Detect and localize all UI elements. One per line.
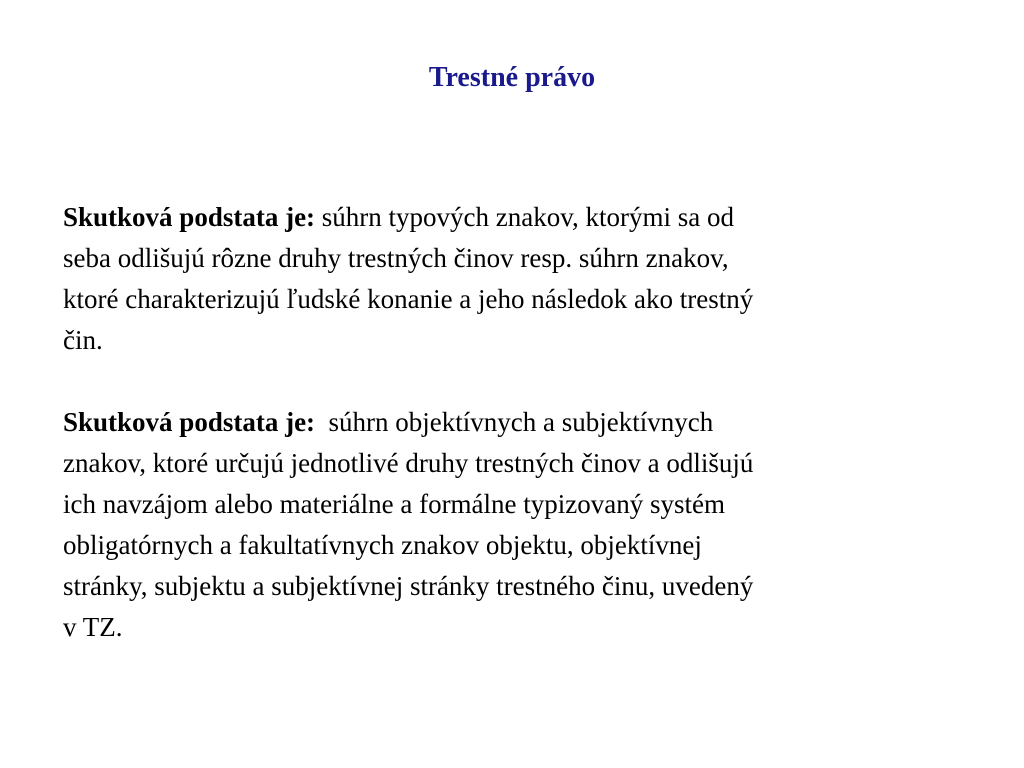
definition-term: Skutková podstata je:: [63, 202, 316, 232]
slide-content: [63, 197, 963, 648]
definition-line: v TZ.: [63, 612, 123, 642]
definition-paragraph-1: [63, 197, 963, 361]
definition-line: súhrn objektívnych a subjektívnych: [328, 407, 714, 437]
slide-title: Trestné právo: [428, 62, 596, 93]
definition-line: stránky, subjektu a subjektívnej stránky trestného činu, uvedený: [63, 571, 754, 601]
definition-paragraph-2: [63, 402, 963, 648]
definition-line: znakov, ktoré určujú jednotlivé druhy trestných činov a odlišujú: [63, 448, 754, 478]
definition-line: obligatórnych a fakultatívnych znakov objektu, objektívnej: [63, 530, 702, 560]
definition-line: čin.: [63, 325, 103, 355]
definition-term: Skutková podstata je:: [63, 407, 316, 437]
definition-line: súhrn typových znakov, ktorými sa od: [321, 202, 734, 232]
definition-line: ich navzájom alebo materiálne a formálne typizovaný systém: [63, 489, 726, 519]
definition-line: seba odlišujú rôzne druhy trestných činov resp. súhrn znakov,: [63, 243, 729, 273]
term-separator: [315, 407, 329, 437]
term-separator: [315, 202, 322, 232]
definition-line: ktoré charakterizujú ľudské konanie a jeho následok ako trestný: [63, 284, 754, 314]
